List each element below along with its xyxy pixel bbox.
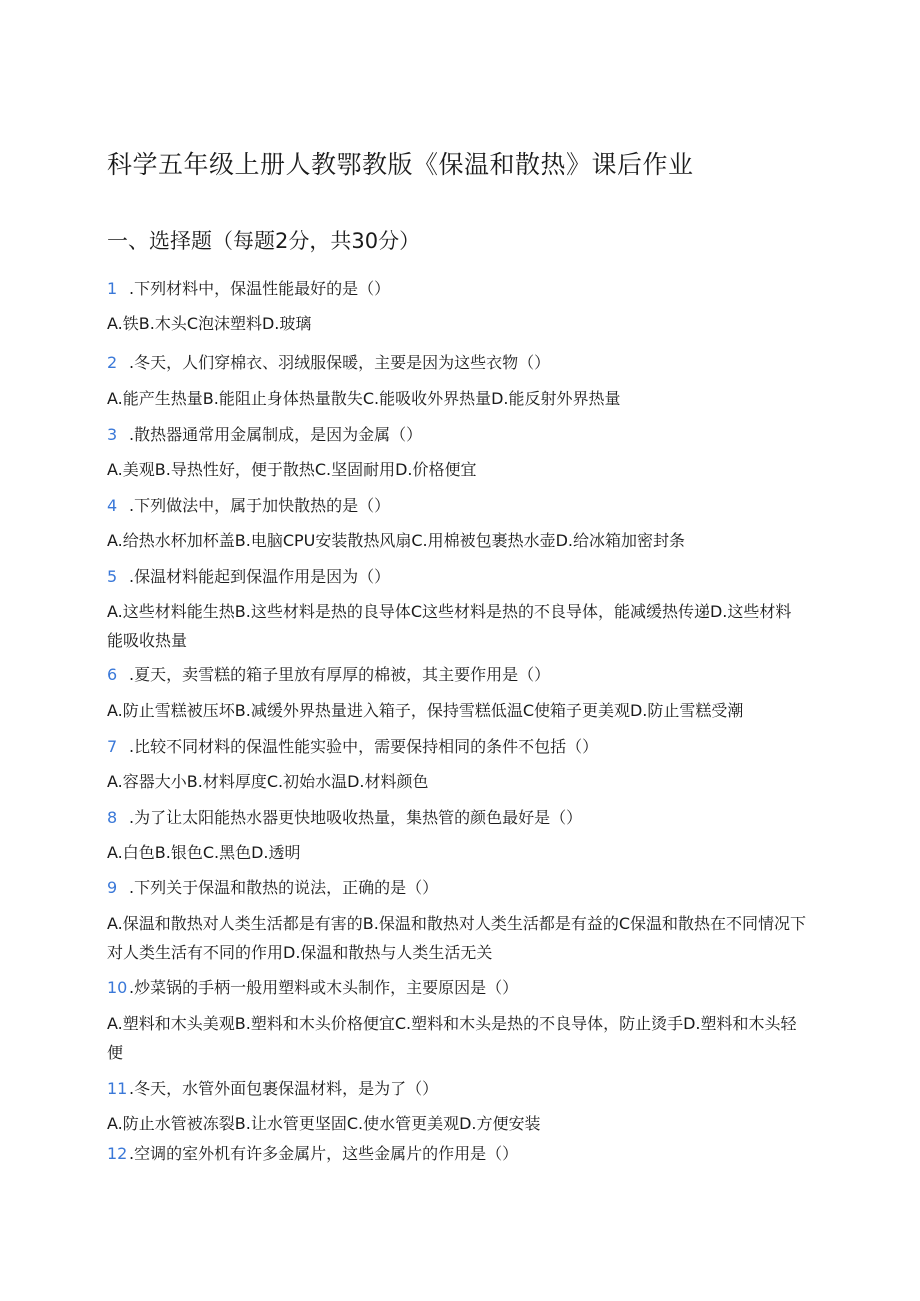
question-text: .比较不同材料的保温性能实验中，需要保持相同的条件不包括（）: [129, 737, 599, 756]
question-9: [107, 877, 438, 899]
question-text: .下列关于保温和散热的说法，正确的是（）: [129, 878, 439, 897]
question-number: 2: [107, 353, 118, 372]
question-number: 11: [107, 1079, 128, 1098]
question-6: [107, 664, 550, 686]
question-10-options: A.塑料和木头美观B.塑料和木头价格便宜C.塑料和木头是热的不良导体，防止烫手D.塑料和木头轻便: [107, 1014, 797, 1062]
question-text: .下列做法中，属于加快散热的是（）: [129, 496, 391, 515]
question-text: .空调的室外机有许多金属片，这些金属片的作用是（）: [129, 1144, 519, 1163]
question-text: .冬天，人们穿棉衣、羽绒服保暖，主要是因为这些衣物（）: [129, 353, 551, 372]
question-number: 6: [107, 665, 118, 684]
question-number: 9: [107, 878, 118, 897]
question-2-options: A.能产生热量B.能阻止身体热量散失C.能吸收外界热量D.能反射外界热量: [107, 389, 621, 408]
question-11: [107, 1078, 438, 1100]
question-1-options: A.铁B.木头C泡沫塑料D.玻璃: [107, 314, 312, 333]
question-9-options: A.保温和散热对人类生活都是有害的B.保温和散热对人类生活都是有益的C保温和散热在不同情况下对人类生活有不同的作用D.保温和散热与人类生活无关: [107, 914, 806, 962]
question-3: [107, 424, 422, 446]
question-5: [107, 566, 390, 588]
question-11-options: A.防止水管被冻裂B.让水管更坚固C.使水管更美观D.方便安装: [107, 1114, 541, 1133]
question-text: .散热器通常用金属制成，是因为金属（）: [129, 425, 423, 444]
question-7-options: A.容器大小B.材料厚度C.初始水温D.材料颜色: [107, 772, 429, 791]
question-5-options: A.这些材料能生热B.这些材料是热的良导体C这些材料是热的不良导体，能减缓热传递D.这些材料能吸收热量: [107, 602, 792, 650]
document-title: 科学五年级上册人教鄂教版《保温和散热》课后作业: [107, 150, 694, 179]
question-4-options: A.给热水杯加杯盖B.电脑CPU安装散热风扇C.用棉被包裹热水壶D.给冰箱加密封条: [107, 531, 686, 550]
question-number: 12: [107, 1144, 128, 1163]
question-number: 3: [107, 425, 118, 444]
question-number: 4: [107, 496, 118, 515]
question-number: 8: [107, 808, 118, 827]
question-number: 7: [107, 737, 118, 756]
question-8: [107, 807, 582, 829]
section-heading: 一、选择题（每题2分，共30分）: [107, 229, 421, 253]
question-number: 5: [107, 567, 118, 586]
question-8-options: A.白色B.银色C.黑色D.透明: [107, 843, 301, 862]
question-3-options: A.美观B.导热性好，便于散热C.坚固耐用D.价格便宜: [107, 460, 477, 479]
question-number: 1: [107, 279, 118, 298]
question-text: .冬天，水管外面包裹保温材料，是为了（）: [129, 1079, 439, 1098]
question-7: [107, 736, 598, 758]
question-text: .夏天，卖雪糕的箱子里放有厚厚的棉被，其主要作用是（）: [129, 665, 551, 684]
question-text: .保温材料能起到保温作用是因为（）: [129, 567, 391, 586]
question-text: .为了让太阳能热水器更快地吸收热量，集热管的颜色最好是（）: [129, 808, 583, 827]
question-12: [107, 1143, 518, 1165]
question-number: 10: [107, 978, 128, 997]
question-4: [107, 495, 390, 517]
question-2: [107, 352, 550, 374]
question-text: .下列材料中，保温性能最好的是（）: [129, 279, 391, 298]
question-1: [107, 278, 390, 300]
question-10: [107, 977, 518, 999]
question-text: .炒菜锅的手柄一般用塑料或木头制作，主要原因是（）: [129, 978, 519, 997]
question-6-options: A.防止雪糕被压坏B.减缓外界热量进入箱子，保持雪糕低温C使箱子更美观D.防止雪糕受潮: [107, 701, 744, 720]
